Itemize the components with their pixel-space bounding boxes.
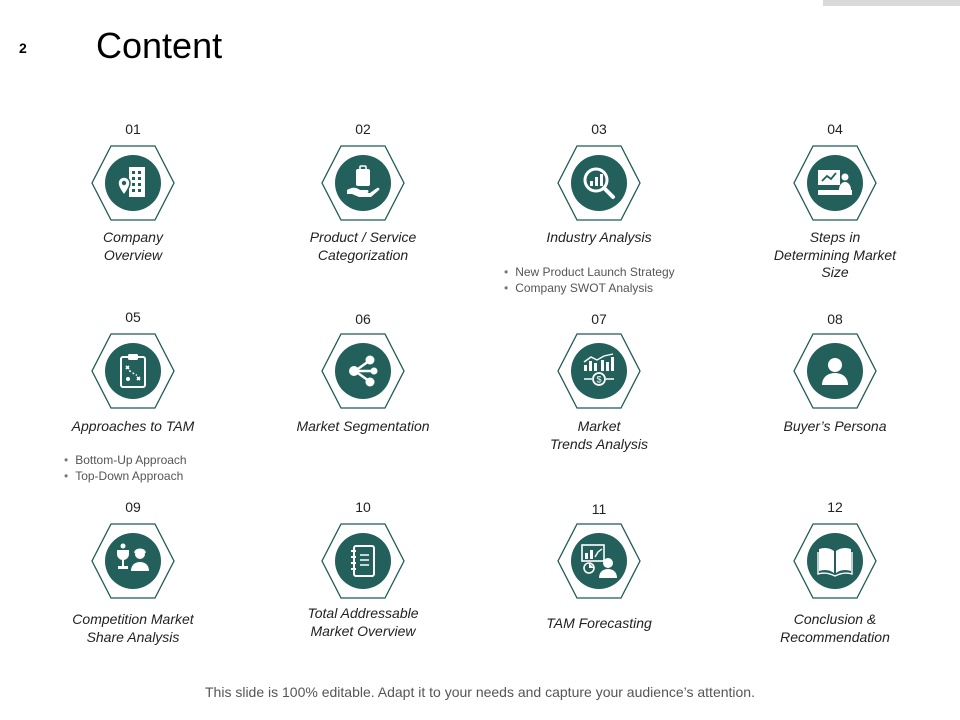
item-label (23, 611, 243, 646)
hexagon-badge (793, 333, 877, 409)
content-item-07 (489, 309, 709, 469)
item-label (489, 418, 709, 453)
open-book-icon (807, 533, 863, 589)
svg-text:$: $ (596, 374, 602, 385)
sub-point: • Bottom-Up Approach (64, 452, 187, 468)
hexagon-badge (91, 333, 175, 409)
hexagon-badge (321, 145, 405, 221)
sub-points-list (64, 452, 187, 484)
sub-point: • New Product Launch Strategy (504, 264, 675, 280)
presentation-board-icon (807, 155, 863, 211)
item-number: 10 (355, 499, 371, 515)
item-number: 01 (125, 121, 141, 137)
content-item-05 (23, 309, 243, 483)
hexagon-badge (321, 523, 405, 599)
item-number: 06 (355, 311, 371, 327)
person-icon (807, 343, 863, 399)
item-label-line: Trends Analysis (549, 435, 649, 452)
item-number: 02 (355, 121, 371, 137)
hexagon-badge (557, 333, 641, 409)
market-trends-icon (571, 343, 627, 399)
content-item-03 (489, 121, 709, 295)
content-item-06 (253, 309, 473, 469)
item-number: 05 (125, 309, 141, 325)
building-location-icon (105, 155, 161, 211)
item-label (253, 605, 473, 640)
analyst-dashboard-icon (571, 533, 627, 589)
magnifier-chart-icon (571, 155, 627, 211)
hexagon-badge (557, 523, 641, 599)
item-label-line: Conclusion & (793, 611, 877, 627)
content-item-08 (725, 309, 945, 469)
hexagon-badge (793, 523, 877, 599)
sub-points-list (504, 264, 675, 296)
item-label-line: Overview (103, 246, 163, 263)
item-label-line: Total Addressable (307, 605, 419, 621)
content-item-11 (489, 499, 709, 659)
item-label-line: Recommendation (780, 628, 890, 645)
hexagon-badge (321, 333, 405, 409)
item-label (725, 418, 945, 436)
item-label (253, 418, 473, 436)
sub-point: • Top-Down Approach (64, 468, 187, 484)
notebook-icon (335, 533, 391, 589)
item-number: 07 (591, 311, 607, 327)
content-item-01 (23, 121, 243, 281)
item-number: 12 (827, 499, 843, 515)
item-label (489, 615, 709, 633)
item-label-line: Market (577, 418, 621, 434)
hexagon-badge (557, 145, 641, 221)
hexagon-badge (91, 145, 175, 221)
content-item-09 (23, 499, 243, 659)
content-item-10 (253, 499, 473, 659)
hexagon-badge (91, 523, 175, 599)
item-label-line: Company (103, 229, 163, 245)
content-item-12 (725, 499, 945, 659)
item-label (725, 611, 945, 646)
item-label-line: Industry Analysis (546, 229, 652, 245)
content-item-04 (725, 121, 945, 281)
item-label-line: TAM Forecasting (546, 615, 652, 631)
item-number: 09 (125, 499, 141, 515)
item-label (23, 229, 243, 264)
item-label-line: Market Overview (310, 622, 416, 639)
item-label (23, 418, 243, 436)
item-number: 11 (591, 501, 607, 517)
item-number: 03 (591, 121, 607, 137)
trophy-people-icon (105, 533, 161, 589)
item-label-line: Product / Service (309, 229, 417, 245)
item-label-line: Categorization (317, 246, 409, 263)
hexagon-badge (793, 145, 877, 221)
item-label-line: Buyer’s Persona (783, 418, 887, 434)
top-accent-bar (823, 0, 960, 6)
page-title: Content (96, 25, 223, 66)
item-label-line: Competition Market (72, 611, 194, 627)
item-number: 04 (827, 121, 843, 137)
item-number: 08 (827, 311, 843, 327)
footer-note: This slide is 100% editable. Adapt it to your needs and capture your audience’s attention. (205, 684, 755, 700)
product-in-hand-icon (335, 155, 391, 211)
page-number: 2 (19, 40, 27, 56)
item-label-line: Size (821, 264, 849, 280)
item-label (253, 229, 473, 264)
item-label-line: Market Segmentation (296, 418, 430, 434)
item-label-line: Determining Market (773, 246, 897, 263)
item-label-line: Approaches to TAM (71, 418, 195, 434)
content-item-02 (253, 121, 473, 281)
share-nodes-icon (335, 343, 391, 399)
item-label (489, 229, 709, 247)
sub-point: • Company SWOT Analysis (504, 280, 675, 296)
strategy-clipboard-icon (105, 343, 161, 399)
item-label-line: Steps in (809, 229, 861, 245)
item-label (725, 229, 945, 282)
item-label-line: Share Analysis (86, 628, 180, 645)
